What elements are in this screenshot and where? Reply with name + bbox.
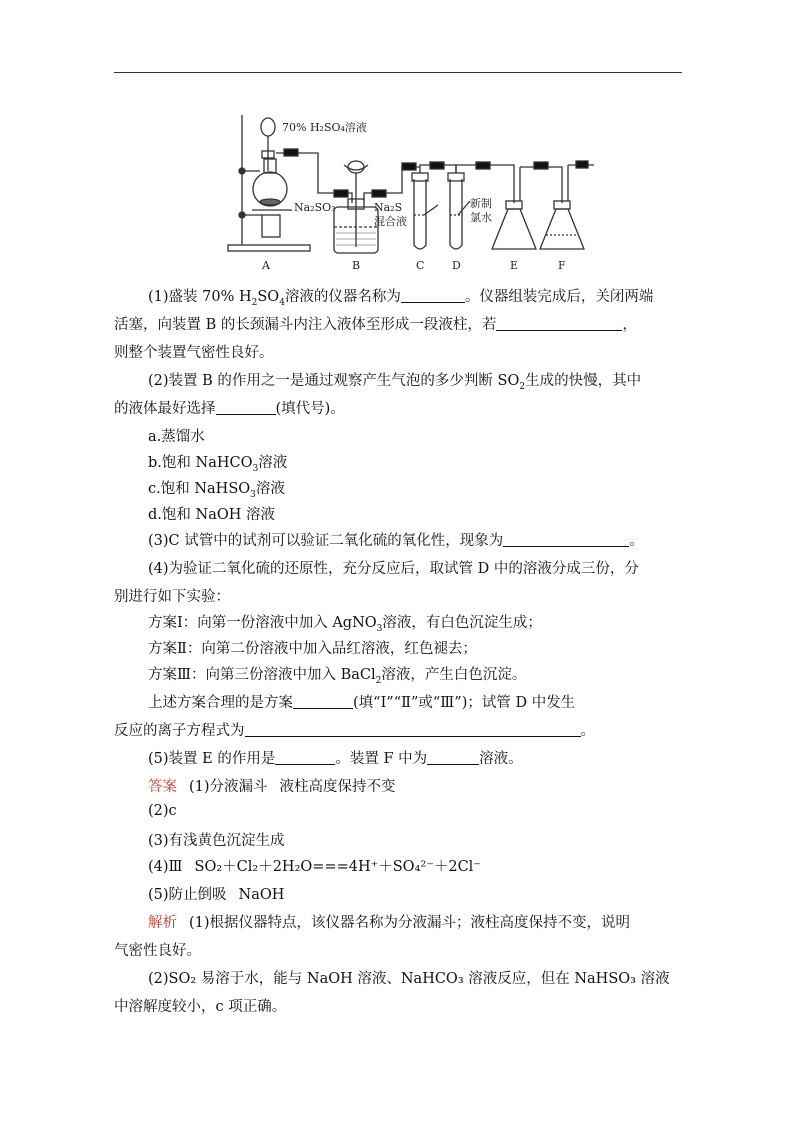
answer-blank[interactable] [245,722,581,737]
header-rule [114,72,682,73]
analysis-line1: 解析 (1)根据仪器特点，该仪器名称为分液漏斗；液柱高度保持不变，说明 [148,915,631,931]
label-f: F [558,259,566,272]
answer-5: (5)防止倒吸 NaOH [148,887,285,903]
analysis-label: 解析 [148,915,177,931]
label-d: D [452,259,461,272]
q4-line7: 反应的离子方程式为 。 [114,723,595,739]
flask-f [540,209,584,249]
answer-blank[interactable] [216,400,276,415]
analysis-line3: (2)SO₂ 易溶于水，能与 NaOH 溶液、NaHCO₃ 溶液反应，但在 NaHSO₃ 溶液 [148,971,670,987]
q1-line3: 则整个装置气密性良好。 [114,345,274,361]
analysis-line4: 中溶解度较小，c 项正确。 [114,999,287,1015]
apparatus-figure [222,97,606,275]
label-b: B [352,259,361,272]
answer-3: (3)有浅黄色沉淀生成 [148,833,285,849]
test-tube-c [414,179,426,249]
q2-line2: 的液体最好选择 (填代号)。 [114,401,345,417]
answer-blank[interactable] [275,750,335,765]
label-d-line1: 新制 [470,197,492,210]
answer-2: (2)c [148,803,177,819]
answer-1: 答案 (1)分液漏斗 液柱高度保持不变 [148,779,396,795]
answer-blank[interactable] [427,750,479,765]
option-d: d.饱和 NaOH 溶液 [148,507,275,523]
apparatus-diagram [222,97,606,275]
q4-line2: 别进行如下实验： [114,589,230,605]
test-tube-d [450,179,462,249]
q5-line: (5)装置 E 的作用是 。装置 F 中为 溶液。 [148,751,523,767]
answer-label: 答案 [148,779,177,795]
answer-blank[interactable] [401,288,465,303]
plan-2: 方案Ⅱ：向第二份溶液中加入品红溶液，红色褪去； [148,641,477,657]
label-a: A [262,259,270,272]
q3-line: (3)C 试管中的试剂可以验证二氧化硫的氧化性，现象为 。 [148,533,644,549]
q4-line6: 上述方案合理的是方案 (填“Ⅰ”“Ⅱ”或“Ⅲ”)；试管 D 中发生 [148,695,576,711]
analysis-line2: 气密性良好。 [114,943,201,959]
label-d-line2: 氯水 [470,211,492,224]
answer-blank[interactable] [293,694,353,709]
ionic-equation: SO₂＋Cl₂＋2H₂O===4H⁺＋SO₄²⁻＋2Cl⁻ [194,859,481,875]
option-b: b.饱和 NaHCO$_3$溶液 [148,455,288,474]
answer-blank[interactable] [503,532,629,547]
q4-line1: (4)为验证二氧化硫的还原性，充分反应后，取试管 D 中的溶液分成三份，分 [148,561,639,577]
label-na2so3: Na₂SO₃ [294,201,336,214]
label-c-line2: 混合液 [374,215,407,228]
answer-blank[interactable] [496,316,622,331]
label-acid: 70% H₂SO₄溶液 [282,121,367,134]
option-c: c.饱和 NaHSO$_3$溶液 [148,481,285,500]
flask-e [492,209,536,249]
label-c: C [416,259,425,272]
label-e: E [510,259,519,272]
answer-4: (4)Ⅲ SO₂＋Cl₂＋2H₂O===4H⁺＋SO₄²⁻＋2Cl⁻ [148,859,481,875]
label-c-line1: Na₂S [374,201,403,214]
option-a: a.蒸馏水 [148,429,205,445]
q2-line1: (2)装置 B 的作用之一是通过观察产生气泡的多少判断 $SO_2$生成的快慢，其中 [148,373,642,392]
q1-line1: (1)盛装 70% $H_2SO_4$溶液的仪器名称为 。仪器组装完成后，关闭两端 [148,289,654,308]
plan-3: 方案Ⅲ：向第三份溶液中加入 BaCl$_2$溶液，产生白色沉淀。 [148,667,527,686]
stand-base [228,245,310,251]
q1-line2: 活塞，向装置 B 的长颈漏斗内注入液体至形成一段液柱，若 ， [114,317,637,333]
separatory-funnel [261,118,275,136]
plan-1: 方案Ⅰ：向第一份溶液中加入 AgNO$_3$溶液，有白色沉淀生成； [148,615,542,634]
